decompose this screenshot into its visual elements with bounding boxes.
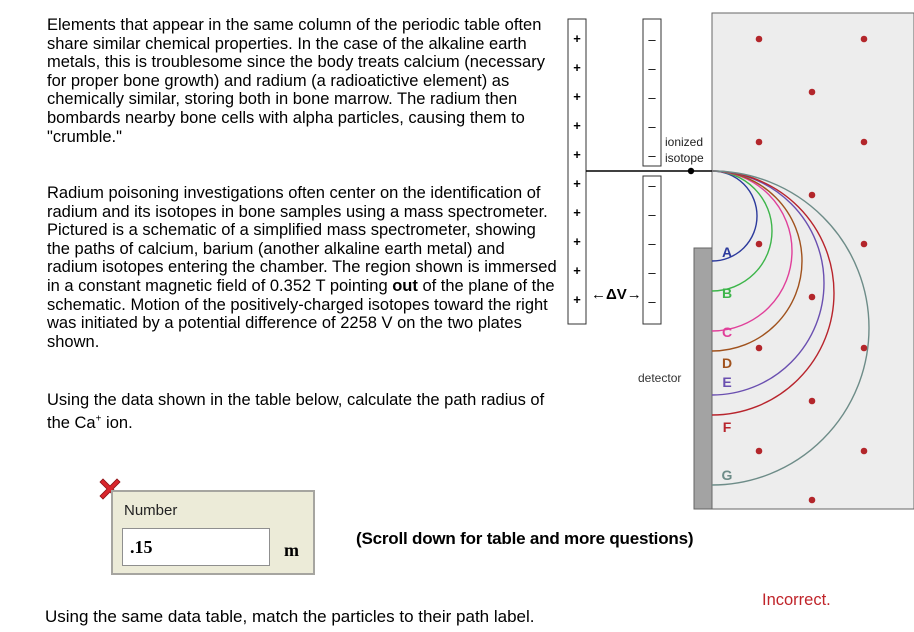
plus-sign: +	[573, 292, 581, 307]
minus-sign: –	[648, 207, 656, 222]
field-dot	[756, 241, 763, 248]
plus-sign: +	[573, 118, 581, 133]
paragraph-text-b: of the plane of the schematic. Motion of the positively-charged isotopes toward the right was initiated by a potential difference of 2258 V on the two plates shown.	[47, 276, 555, 351]
plus-sign: +	[573, 31, 581, 46]
field-dot	[809, 398, 816, 405]
prompt-text: Using the data shown in the table below, calculate the path radius of the Ca	[47, 391, 545, 432]
field-dot	[809, 497, 816, 504]
prompt-superscript: +	[95, 413, 102, 425]
minus-sign: –	[648, 90, 656, 105]
path-label-a: A	[721, 244, 733, 260]
minus-sign: –	[648, 294, 656, 309]
path-label-d: D	[721, 355, 733, 371]
field-dot	[756, 36, 763, 43]
delta-v-label: ←ΔV→	[591, 286, 642, 303]
plus-sign: +	[573, 147, 581, 162]
minus-sign: –	[648, 119, 656, 134]
plus-sign: +	[573, 176, 581, 191]
field-dot	[809, 89, 816, 96]
minus-sign: –	[648, 265, 656, 280]
field-dot	[861, 36, 868, 43]
detector-bar	[694, 248, 712, 509]
plus-sign: +	[573, 263, 581, 278]
plus-sign: +	[573, 205, 581, 220]
field-dot	[809, 294, 816, 301]
path-label-c: C	[721, 324, 733, 340]
field-dot	[861, 345, 868, 352]
ionized-label: ionized	[665, 135, 704, 149]
path-label-f: F	[722, 419, 732, 435]
minus-sign: –	[648, 32, 656, 47]
plus-sign: +	[573, 89, 581, 104]
plus-sign: +	[573, 60, 581, 75]
minus-sign: –	[648, 236, 656, 251]
paragraph-text-a: Radium poisoning investigations often center on the identification of radium and its isotopes in bone samples using a mass spectrometer. Pictured is a schematic of a simplified mass spectrometer, showing the paths of calcium, barium (another alkaline earth metal) and radium isotopes entering the chamber. The region shown is immersed in a constant magnetic field of 0.352 T pointing	[47, 184, 557, 295]
path-label-b: B	[721, 285, 733, 301]
intro-paragraph: Elements that appear in the same column of the periodic table often share similar chemical properties. In the case of the alkaline earth metals, this is troublesome since the body treats calcium (necessary for proper bone growth) and radium (a radioatictive element) as chemically similar, storing both in bone marrow. The radium then bombards nearby bone cells with alpha particles, causing them to "crumble."	[47, 16, 545, 146]
prompt-text-end: ion.	[101, 414, 133, 432]
next-question-prompt: Using the same data table, match the particles to their path label.	[45, 607, 535, 626]
minus-sign: –	[648, 148, 656, 163]
field-dot	[809, 192, 816, 199]
scroll-note: (Scroll down for table and more questions)	[356, 529, 694, 548]
answer-label: Number	[124, 502, 178, 519]
field-dot	[861, 448, 868, 455]
answer-input[interactable]: .15	[122, 528, 270, 566]
field-dot	[756, 139, 763, 146]
isotope-label: isotope	[665, 151, 704, 165]
field-dot	[756, 448, 763, 455]
plus-sign: +	[573, 234, 581, 249]
field-dot	[861, 139, 868, 146]
path-label-g: G	[721, 467, 733, 483]
minus-sign: –	[648, 61, 656, 76]
paragraph-bold-out: out	[392, 276, 418, 295]
minus-sign: –	[648, 178, 656, 193]
ion-dot	[688, 168, 694, 174]
detector-label: detector	[638, 371, 682, 385]
magnetic-field-chamber	[712, 13, 914, 509]
field-dot	[861, 241, 868, 248]
answer-unit: m	[284, 540, 299, 560]
status-incorrect: Incorrect.	[762, 591, 831, 609]
field-dot	[756, 345, 763, 352]
path-label-e: E	[722, 374, 732, 390]
